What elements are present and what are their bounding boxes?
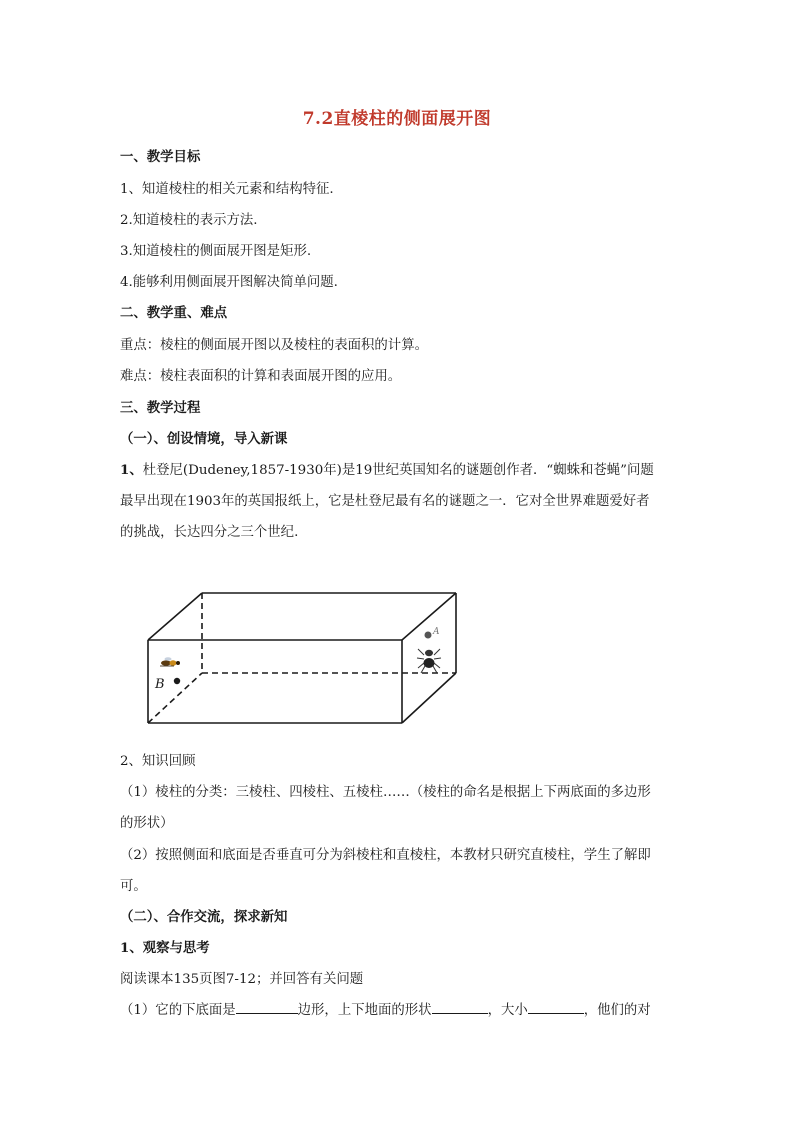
objective-item: 1、知道棱柱的相关元素和结构特征. xyxy=(120,182,334,197)
question-1-line xyxy=(120,999,680,1018)
point-a-dot xyxy=(425,632,432,639)
answer-blank[interactable] xyxy=(236,1000,298,1014)
question-1-part: ，大小 xyxy=(487,1003,528,1018)
difficulty-text: 难点：棱柱表面积的计算和表面展开图的应用。 xyxy=(120,369,402,384)
keypoints-heading: 二、教学重、难点 xyxy=(120,305,228,321)
intro-paragraph-line: 最早出现在1903年的英国报纸上，它是杜登尼最有名的谜题之一．它对全世界难题爱好者 xyxy=(120,494,650,509)
sub1-heading: （一）、创设情境，导入新课 xyxy=(120,431,288,447)
point-a-label: A xyxy=(433,627,440,637)
review-2-line: （2）按照侧面和底面是否垂直可分为斜棱柱和直棱柱，本教材只研究直棱柱，学生了解即 xyxy=(120,848,651,863)
observe-heading: 1、观察与思考 xyxy=(120,940,210,956)
answer-blank[interactable] xyxy=(528,1000,584,1014)
intro-label: 1、 xyxy=(120,462,143,478)
review-heading: 2、知识回顾 xyxy=(120,754,196,769)
point-b-dot xyxy=(174,678,180,684)
question-1-part: （1）它的下底面是 xyxy=(120,1003,236,1018)
sub2-heading: （二）、合作交流，探求新知 xyxy=(120,909,288,925)
question-1-part: 边形，上下地面的形状 xyxy=(297,1003,432,1018)
keypoint-text: 重点：棱柱的侧面展开图以及棱柱的表面积的计算。 xyxy=(120,338,428,353)
read-instruction: 阅读课本135页图7-12；并回答有关问题 xyxy=(120,972,364,987)
objective-item: 4.能够利用侧面展开图解决简单问题. xyxy=(120,275,338,290)
answer-blank[interactable] xyxy=(432,1000,488,1014)
objectives-heading: 一、教学目标 xyxy=(120,149,201,165)
review-1-line: 的形状） xyxy=(120,816,174,831)
point-b-label: B xyxy=(155,677,165,692)
intro-text: 杜登尼(Dudeney,1857-1930年)是19世纪英国知名的谜题创作者．“蜘蛛和苍蝇”问题 xyxy=(142,463,654,478)
spider-icon xyxy=(417,649,441,673)
question-1-part: ，他们的对 xyxy=(583,1003,651,1018)
objective-item: 2.知道棱柱的表示方法. xyxy=(120,213,258,228)
intro-paragraph-line: 的挑战，长达四分之三个世纪. xyxy=(120,525,299,540)
process-heading: 三、教学过程 xyxy=(120,400,201,416)
review-1-line: （1）棱柱的分类：三棱柱、四棱柱、五棱柱……（棱柱的命名是根据上下两底面的多边形 xyxy=(120,785,651,800)
intro-paragraph-line xyxy=(120,459,680,478)
fly-icon xyxy=(160,657,180,666)
objective-item: 3.知道棱柱的侧面展开图是矩形. xyxy=(120,244,312,259)
prism-figure xyxy=(140,585,470,730)
review-2-line: 可。 xyxy=(120,879,147,894)
page-title: 7.2直棱柱的侧面展开图 xyxy=(302,109,492,129)
